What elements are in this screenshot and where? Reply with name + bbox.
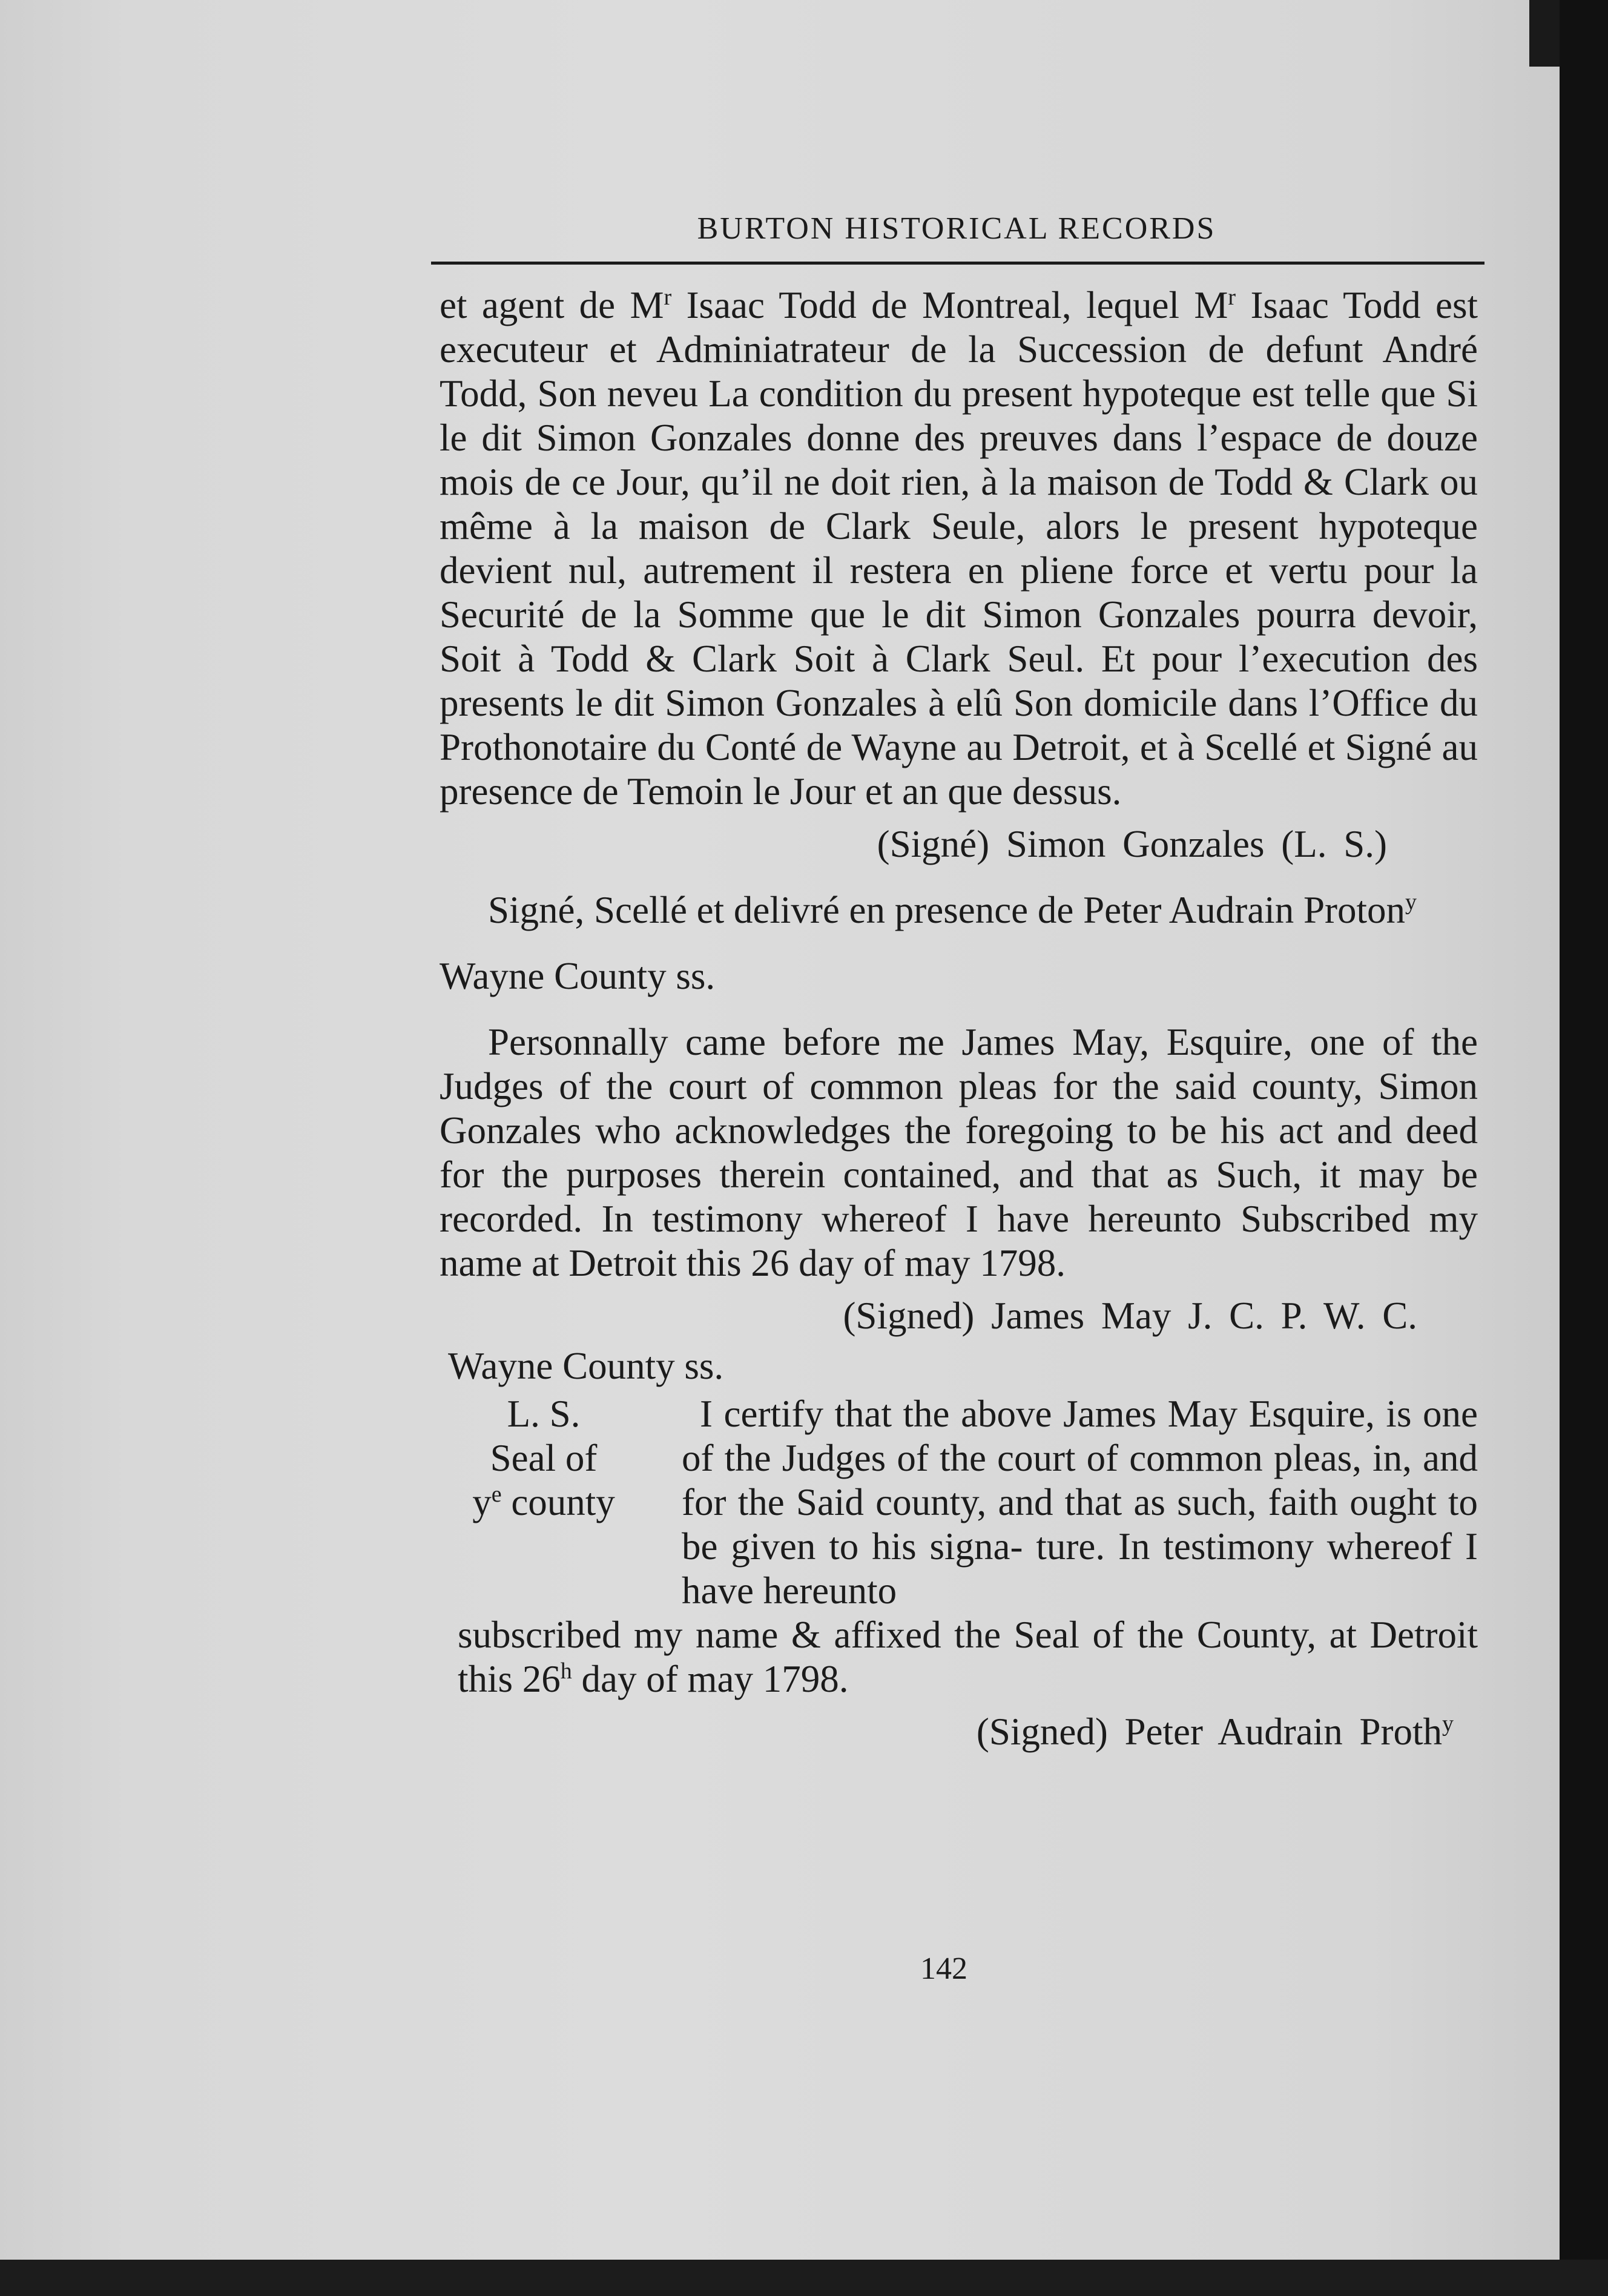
body-text — [440, 283, 1478, 1754]
superscript: r — [664, 285, 672, 310]
paragraph-acknowledgement: Personnally came before me James May, Esquire, one of the Judges of the court of common pleas for the said county, Simon Gonzales who acknowledges the foregoing to be his act and deed for the purposes therein contained, and that as Such, it may be recorded. In testimony whereof I have hereunto Subscribed my name at Detroit this 26 day of may 1798. — [440, 1021, 1478, 1284]
superscript: h — [560, 1658, 572, 1684]
signature-simon-gonzales: (Signé) Simon Gonzales (L. S.) — [877, 823, 1387, 865]
text-run: et agent de M — [440, 284, 664, 326]
seal-note — [453, 1392, 634, 1525]
seal-line-county — [453, 1480, 634, 1525]
seal-line-seal-of: Seal of — [490, 1437, 598, 1479]
superscript: r — [1228, 285, 1236, 310]
torn-page-edge — [1560, 0, 1608, 2296]
superscript: y — [1405, 889, 1417, 915]
superscript: y — [1442, 1711, 1454, 1737]
paragraph-certificate-rest — [440, 1613, 1478, 1701]
paragraph-witness — [440, 888, 1478, 932]
text-run: day of may 1798. — [572, 1658, 849, 1700]
county-heading-2: Wayne County ss. — [448, 1345, 724, 1387]
paragraph-hypotheque — [440, 283, 1478, 814]
seal-line-ls: L. S. — [507, 1393, 581, 1435]
running-header: BURTON HISTORICAL RECORDS — [697, 211, 1216, 246]
signature-james-may: (Signed) James May J. C. P. W. C. — [843, 1295, 1417, 1337]
text-run: Isaac Todd de Montreal, lequel M — [671, 284, 1228, 326]
seal-certificate-block — [440, 1392, 1478, 1613]
page-number: 142 — [920, 1951, 967, 1986]
text-run: Signé, Scellé et delivré en presence de Peter Audrain Proton — [488, 889, 1406, 931]
county-heading-1: Wayne County ss. — [440, 955, 716, 997]
scan-bottom-shadow — [0, 2260, 1608, 2296]
text-run: Isaac Todd est executeur et Adminiatrateur de la Succession de defunt André Todd, Son neveu La condition du present hypoteque est telle que Si le dit Simon Gonzales donne des preuves dans l’espace de douze mois de ce Jour, qu’il ne doit rien, à la maison de Todd & Clark ou même à la maison de Clark Seule, alors le present hypoteque devient nul, autrement il restera en pliene force et vertu pour la Securité de la Somme que le dit Simon Gonzales pourra devoir, Soit à Todd & Clark Soit à Clark Seul. Et pour l’execution des presents le dit Simon Gonzales à elû Son domicile dans l’Office du Prothonotaire du Conté de Wayne au Detroit, et à Scellé et Signé au presence de Temoin le Jour et an que dessus. — [440, 284, 1478, 813]
text-run: subscribed my name & affixed the Seal of the County, at Detroit this 26 — [458, 1614, 1478, 1700]
text-run: y — [472, 1481, 492, 1523]
superscript: e — [491, 1482, 502, 1507]
text-run: (Signed) Peter Audrain Proth — [976, 1710, 1442, 1753]
header-rule — [431, 262, 1484, 265]
paragraph-certificate-indented: I certify that the above James May Esquire, is one of the Judges of the court of common pleas, in, and for the Said county, and that as such, faith ought to be given to his signa- ture. In testimony whereof I have hereunto — [682, 1393, 1478, 1612]
signature-peter-audrain — [440, 1710, 1454, 1754]
text-run: county — [501, 1481, 615, 1523]
